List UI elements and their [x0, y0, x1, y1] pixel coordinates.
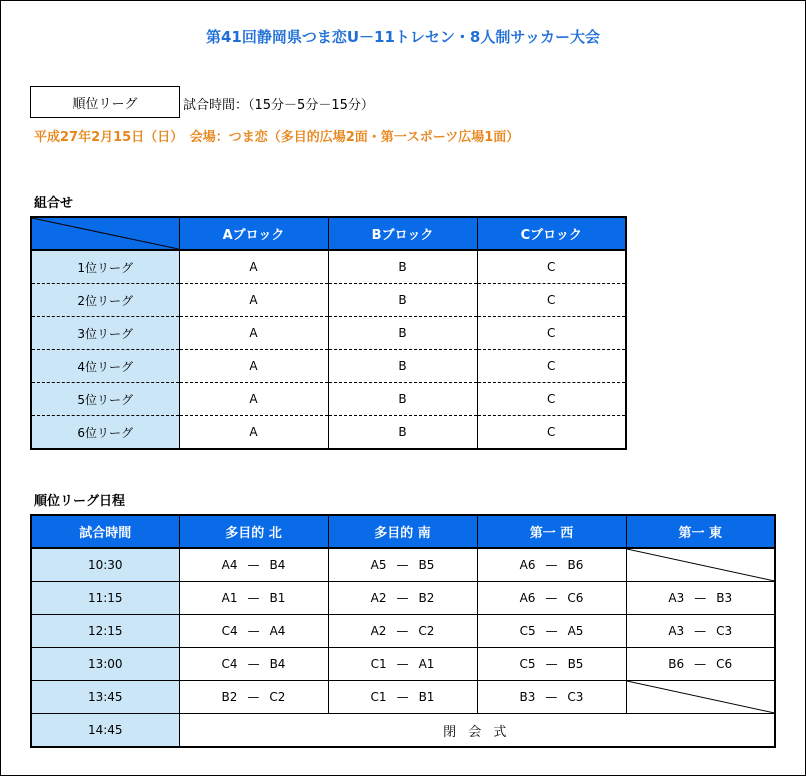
versus-dash: — — [396, 657, 409, 671]
schedule-row — [31, 582, 775, 615]
combo-row — [31, 317, 626, 350]
combo-cell: A — [179, 383, 328, 416]
home-team: C5 — [519, 624, 536, 638]
schedule-row — [31, 681, 775, 714]
home-team: A6 — [519, 591, 536, 605]
away-team: A4 — [269, 624, 286, 638]
league-label-box: 順位リーグ — [30, 86, 180, 118]
empty-slot-cell — [626, 681, 775, 714]
schedule-table — [30, 514, 776, 748]
combo-col-c: Cブロック — [477, 217, 626, 250]
schedule-row — [31, 615, 775, 648]
home-team: B6 — [668, 657, 685, 671]
versus-dash: — — [396, 624, 409, 638]
versus-dash: — — [545, 558, 558, 572]
match-cell — [328, 648, 477, 681]
away-team: C6 — [567, 591, 584, 605]
match-cell — [477, 582, 626, 615]
match-cell — [179, 681, 328, 714]
home-team: C1 — [370, 690, 387, 704]
combo-cell: A — [179, 350, 328, 383]
away-team: C3 — [716, 624, 733, 638]
away-team: B4 — [269, 558, 286, 572]
schedule-row — [31, 648, 775, 681]
combo-cell: C — [477, 350, 626, 383]
combo-row-label: 3位リーグ — [31, 317, 179, 350]
away-team: C3 — [567, 690, 584, 704]
home-team: A2 — [370, 591, 387, 605]
home-team: C4 — [221, 657, 238, 671]
combo-cell: B — [328, 350, 477, 383]
closing-row — [31, 714, 775, 748]
combo-cell: B — [328, 416, 477, 450]
combo-heading: 組合せ — [34, 196, 74, 211]
versus-dash: — — [694, 657, 707, 671]
schedule-col-north: 多目的 北 — [179, 515, 328, 548]
match-cell — [328, 548, 477, 582]
versus-dash: — — [247, 624, 260, 638]
match-cell — [179, 548, 328, 582]
home-team: A4 — [221, 558, 238, 572]
versus-dash: — — [694, 624, 707, 638]
combination-table — [30, 216, 627, 450]
combo-cell: B — [328, 317, 477, 350]
page-title: 第41回静岡県つま恋U－11トレセン・8人制サッカー大会 — [205, 28, 601, 46]
away-team: C2 — [269, 690, 286, 704]
away-team: B3 — [716, 591, 733, 605]
combo-cell: A — [179, 317, 328, 350]
away-team: B1 — [418, 690, 435, 704]
match-cell — [477, 681, 626, 714]
home-team: A1 — [221, 591, 238, 605]
closing-ceremony-cell: 閉 会 式 — [179, 714, 775, 748]
schedule-col-time: 試合時間 — [31, 515, 179, 548]
match-cell — [477, 548, 626, 582]
schedule-time-cell: 12:15 — [31, 615, 179, 648]
versus-dash: — — [545, 690, 558, 704]
combo-row — [31, 350, 626, 383]
home-team: A5 — [370, 558, 387, 572]
schedule-time-cell: 13:00 — [31, 648, 179, 681]
combo-cell: C — [477, 383, 626, 416]
combo-cell: B — [328, 250, 477, 284]
versus-dash: — — [247, 558, 260, 572]
away-team: B5 — [567, 657, 584, 671]
home-team: A6 — [519, 558, 536, 572]
schedule-heading: 順位リーグ日程 — [34, 494, 126, 509]
versus-dash: — — [545, 657, 558, 671]
schedule-col-west: 第一 西 — [477, 515, 626, 548]
schedule-time-cell: 11:15 — [31, 582, 179, 615]
match-cell — [626, 648, 775, 681]
schedule-time-cell: 13:45 — [31, 681, 179, 714]
versus-dash: — — [396, 591, 409, 605]
versus-dash: — — [247, 591, 260, 605]
match-cell — [626, 615, 775, 648]
combo-header-row — [31, 217, 626, 250]
away-team: B2 — [418, 591, 435, 605]
combo-row — [31, 383, 626, 416]
away-team: C6 — [716, 657, 733, 671]
schedule-col-south: 多目的 南 — [328, 515, 477, 548]
away-team: B1 — [269, 591, 286, 605]
match-cell — [328, 615, 477, 648]
home-team: A2 — [370, 624, 387, 638]
schedule-header-row — [31, 515, 775, 548]
empty-slot-cell — [626, 548, 775, 582]
combo-row-label: 4位リーグ — [31, 350, 179, 383]
match-cell — [328, 681, 477, 714]
schedule-col-east: 第一 東 — [626, 515, 775, 548]
combo-cell: C — [477, 317, 626, 350]
combo-row-label: 5位リーグ — [31, 383, 179, 416]
combo-row-label: 6位リーグ — [31, 416, 179, 450]
versus-dash: — — [247, 690, 260, 704]
combo-cell: C — [477, 250, 626, 284]
home-team: C5 — [519, 657, 536, 671]
versus-dash: — — [694, 591, 707, 605]
schedule-time-cell: 10:30 — [31, 548, 179, 582]
home-team: B2 — [221, 690, 238, 704]
versus-dash: — — [545, 624, 558, 638]
combo-row — [31, 250, 626, 284]
match-cell — [179, 648, 328, 681]
combo-row-label: 1位リーグ — [31, 250, 179, 284]
match-cell — [179, 615, 328, 648]
combo-cell: A — [179, 284, 328, 317]
schedule-row — [31, 548, 775, 582]
match-cell — [328, 582, 477, 615]
away-team: A1 — [418, 657, 435, 671]
home-team: C1 — [370, 657, 387, 671]
match-cell — [626, 582, 775, 615]
home-team: B3 — [519, 690, 536, 704]
home-team: A3 — [668, 591, 685, 605]
combo-row-label: 2位リーグ — [31, 284, 179, 317]
combo-row — [31, 284, 626, 317]
combo-cell: C — [477, 416, 626, 450]
versus-dash: — — [545, 591, 558, 605]
versus-dash: — — [247, 657, 260, 671]
match-cell — [477, 615, 626, 648]
combo-cell: A — [179, 416, 328, 450]
match-cell — [179, 582, 328, 615]
combo-corner-cell — [31, 217, 179, 250]
match-time-text: 試合時間：（15分－5分－15分） — [183, 98, 374, 113]
versus-dash: — — [396, 690, 409, 704]
combo-cell: A — [179, 250, 328, 284]
combo-cell: C — [477, 284, 626, 317]
combo-col-a: Aブロック — [179, 217, 328, 250]
match-cell — [477, 648, 626, 681]
home-team: C4 — [221, 624, 238, 638]
away-team: A5 — [567, 624, 584, 638]
away-team: B4 — [269, 657, 286, 671]
away-team: C2 — [418, 624, 435, 638]
date-venue-text: 平成27年2月15日（日） 会場：つま恋（多目的広場2面・第一スポーツ広場1面） — [34, 130, 520, 145]
versus-dash: — — [396, 558, 409, 572]
away-team: B5 — [418, 558, 435, 572]
away-team: B6 — [567, 558, 584, 572]
combo-col-b: Bブロック — [328, 217, 477, 250]
combo-cell: B — [328, 284, 477, 317]
home-team: A3 — [668, 624, 685, 638]
combo-cell: B — [328, 383, 477, 416]
closing-time-cell: 14:45 — [31, 714, 179, 748]
combo-row — [31, 416, 626, 450]
